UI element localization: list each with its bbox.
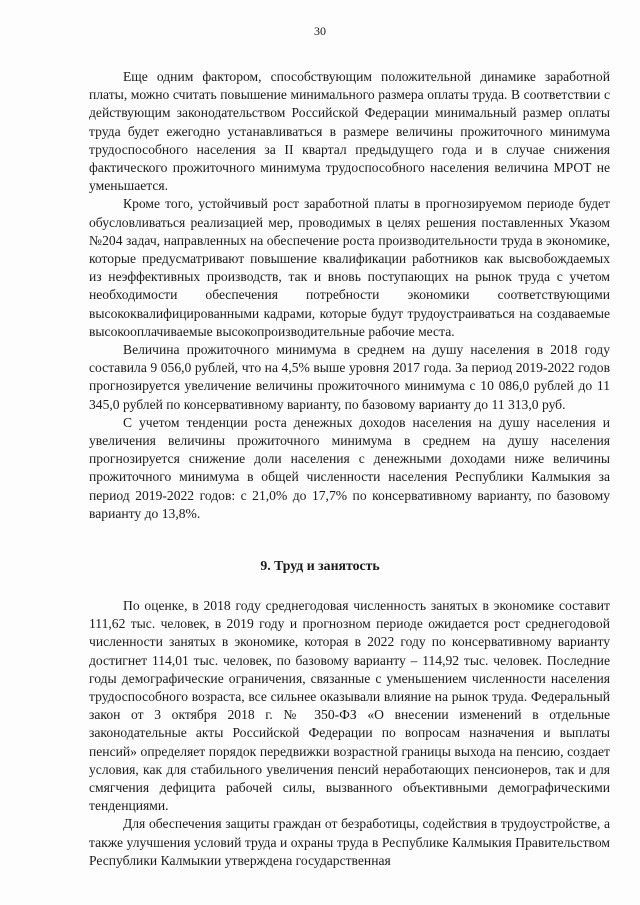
text-block-income xyxy=(89,68,610,523)
section-heading: 9. Труд и занятость xyxy=(260,558,380,573)
paragraph-employment: По оценке, в 2018 году среднегодовая численность занятых в экономике составит 111,62 тыс. человек, в 2019 году и прогнозном периоде ожидается рост среднегодовой численности занятых в экономике, которая в 2022 году по консервативному варианту достигнет 114,01 тыс. человек, по базовому варианту – 114,92 тыс. человек. Последние годы демографические ограничения, связанные с уменьшением численности населения трудоспособного возраста, все сильнее оказывали влияние на рынок труда. Федеральный закон от 3 октября 2018 г. № 350-ФЗ «О внесении изменений в отдельные законодательные акты Российской Федерации по вопросам назначения и выплаты пенсий» определяет порядок передвижки возрастной границы выхода на пенсию, создает условия, как для стабильного увеличения пенсий неработающих пенсионеров, так и для смягчения дефицита рабочей силы, вызванного объективными демографическими тенденциями. xyxy=(89,598,610,814)
paragraph-unemployment-protection: Для обеспечения защиты граждан от безработицы, содействия в трудоустройстве, а также улучшения условий труда и охраны труда в Республике Калмыкия Правительством Республики Калмыкии утверждена государственная xyxy=(89,816,610,868)
text-block-employment xyxy=(89,597,610,870)
page-number: 30 xyxy=(314,24,326,38)
paragraph-wage-growth: Кроме того, устойчивый рост заработной платы в прогнозируемом периоде будет обусловливаться реализацией мер, проводимых в целях решения поставленных Указом №204 задач, направленных на обеспечение роста производительности труда в экономике, которые предусматривают повышение квалификации работников как высвобождаемых из неэффективных производств, так и вновь поступающих на рынок труда с учетом необходимости обеспечения потребности экономики соответствующими высококвалифицированными кадрами, которые будут трудоустраиваться на создаваемые высокооплачиваемые высокопроизводительные рабочие места. xyxy=(89,196,610,339)
paragraph-mrot: Еще одним фактором, способствующим положительной динамике заработной платы, можно считать повышение минимального размера оплаты труда. В соответствии с действующим законодательством Российской Федерации минимальный размер оплаты труда будет ежегодно устанавливаться в размере величины прожиточного минимума трудоспособного населения за II квартал предыдущего года и в случае снижения фактического прожиточного минимума трудоспособного населения величина МРОТ не уменьшается. xyxy=(89,69,610,194)
paragraph-poverty-share: С учетом тенденции роста денежных доходов населения на душу населения и увеличения величины прожиточного минимума в среднем на душу населения прогнозируется снижение доли населения с денежными доходами ниже величины прожиточного минимума в общей численности населения Республики Калмыкия за период 2019-2022 годов: с 21,0% до 17,7% по консервативному варианту, по базовому варианту до 13,8%. xyxy=(89,414,610,521)
paragraph-subsistence-minimum: Величина прожиточного минимума в среднем на душу населения в 2018 году составила 9 056,0 рублей, что на 4,5% выше уровня 2017 года. За период 2019-2022 годов прогнозируется увеличение величины прожиточного минимума с 10 086,0 рублей до 11 345,0 рублей по консервативному варианту, по базовому варианту до 11 313,0 руб. xyxy=(89,342,610,412)
